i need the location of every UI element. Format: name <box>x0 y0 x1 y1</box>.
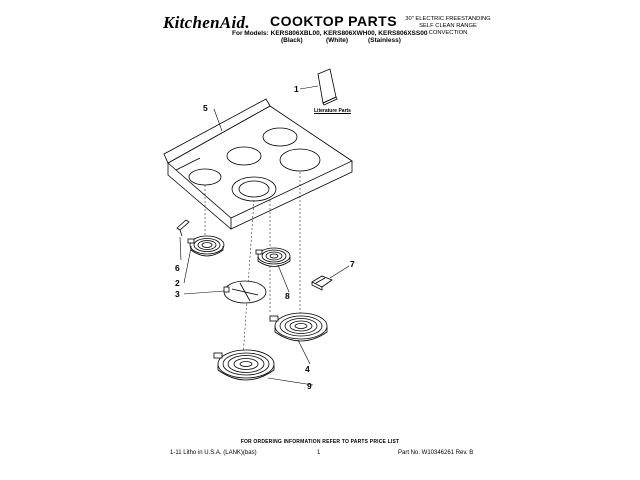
callout-8: 8 <box>285 291 290 301</box>
ordering-note: FOR ORDERING INFORMATION REFER TO PARTS PRICE LIST <box>240 439 400 445</box>
part-number: Part No. W10346261 Rev. B <box>398 450 474 456</box>
page-number: 1 <box>317 450 321 456</box>
model-color-white: (White) <box>326 37 349 44</box>
model-color-black: (Black) <box>281 37 303 44</box>
callout-1: 1 <box>294 84 299 94</box>
models-line: For Models: KERS806XBL00, KERS806XWH00, KERS806XSS00 <box>232 30 428 37</box>
mounting-bracket <box>224 281 266 303</box>
litho-note: 1-11 Litho in U.S.A. (LANK)(bas) <box>170 450 257 456</box>
terminal-block <box>312 276 332 290</box>
range-desc-line-3: CONVECTION <box>428 30 468 36</box>
brand-logo: KitchenAid. <box>163 13 250 32</box>
model-color-stainless: (Stainless) <box>368 37 401 44</box>
range-desc-line-2: SELF CLEAN RANGE <box>419 23 477 29</box>
callout-9: 9 <box>307 381 312 391</box>
large-element-right <box>270 313 327 341</box>
callout-3: 3 <box>175 289 180 299</box>
page-title: COOKTOP PARTS <box>270 13 398 29</box>
terminal-clip-left <box>177 220 189 236</box>
callout-5: 5 <box>203 103 208 113</box>
callout-4: 4 <box>305 364 310 374</box>
small-element-right <box>256 248 290 267</box>
small-element-left <box>188 236 224 256</box>
literature-booklet <box>318 69 337 105</box>
literature-parts-label: Literature Parts <box>314 108 351 114</box>
large-element-left <box>214 350 274 380</box>
callout-6: 6 <box>175 263 180 273</box>
callout-7: 7 <box>350 259 355 269</box>
callout-2: 2 <box>175 278 180 288</box>
cooktop-glass <box>164 99 352 229</box>
range-desc-line-1: 30" ELECTRIC FREESTANDING <box>405 16 491 22</box>
